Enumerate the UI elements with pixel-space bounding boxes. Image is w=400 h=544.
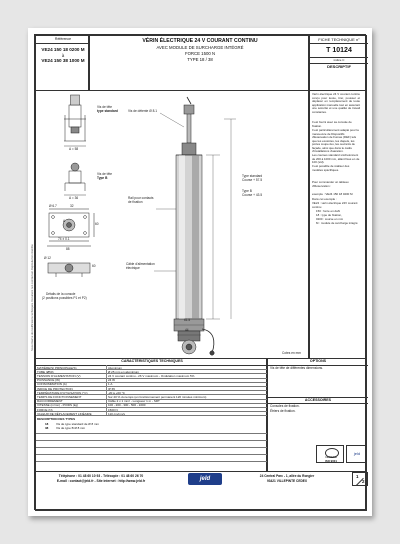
descriptif-code-m: M : module de surcharge intégré (316, 221, 358, 225)
dim-88: 88 (66, 247, 70, 251)
fiche-box (309, 35, 367, 91)
vis-type-b-label-2: Type B (97, 176, 108, 180)
vis-standard-label-1: Vis de tête (97, 105, 113, 109)
caracteristique-value: 1500 N (108, 407, 118, 412)
vis-type-b-label-1: Vis de tête (97, 172, 113, 176)
drawing-area (35, 91, 309, 359)
reference-label: Référence (54, 37, 72, 41)
certification-box (316, 445, 344, 463)
caracteristique-value: Aluminium (108, 365, 123, 370)
document-subtitle: AVEC MODULE DE SURCHARGE INTÉGRÉ (156, 45, 244, 50)
page-number-box (352, 472, 368, 486)
caracteristique-value: 24 W (108, 378, 116, 383)
vis-detente-label: Vis de détente Ø 8.1 (128, 109, 158, 113)
caracteristique-value: 1 A (108, 382, 113, 387)
console-detail-label-1: Détails de la console (46, 292, 76, 296)
side-text: Sous réserve de modifications techniques. Document non contractuel. Reproduction interdite. (31, 243, 34, 351)
cable-label-1: Câble d'alimentation (126, 262, 155, 266)
dim-phi-67: Ø 6.7 (49, 204, 57, 208)
accessoires-line-2: Étriers de fixation. (270, 408, 296, 413)
head-type-b-drawing (65, 163, 85, 191)
caracteristique-value: 24 V courant continu - 26 V maximum - Ondulation maximum 5% (108, 373, 195, 378)
type-line: TYPE 18 / 38 (187, 57, 213, 62)
caracteristique-key: TEMPÉRATURE D'UTILISATION (°C) (37, 390, 88, 395)
cert-iso: ISO 9001 (325, 458, 337, 463)
reference-box (35, 35, 89, 91)
footer-phone: Téléphone : 01 48 60 10 93 - Télécopie : 01 48 60 26 70 (58, 474, 144, 478)
type-code-2: 38 (45, 426, 49, 430)
cert-mark: jeld (353, 451, 361, 456)
dim-phi-12: Ø 12 (44, 256, 51, 260)
descriptif-para-6: Pour commander un tableau d'Réservation : (312, 180, 349, 188)
caracteristique-key: TEMPS DE FONCTIONNEMENT (37, 394, 82, 399)
caracteristique-key: FORCE (N) (37, 407, 53, 412)
page-number: 1 (356, 474, 359, 479)
course-standard-label-1: Type standard (242, 174, 263, 178)
caracteristique-value: 100 - 200 - 300 - 500 - 1000 (108, 403, 146, 408)
dim-a: A (63, 219, 66, 223)
type-desc-2: Vis de type B Ø 8 mm (56, 426, 86, 430)
footer-address-2: 93421 VILLEPINTE CEDEX (266, 479, 308, 483)
course-standard-label-2: Course + 57.5 (242, 178, 263, 182)
document-title: VÉRIN ÉLECTRIQUE 24 V COURANT CONTINU (142, 37, 258, 44)
caracteristique-value: Ø 25 mm en aluminium (108, 369, 140, 374)
rail-label-2: de fixation (128, 200, 143, 204)
accessoires-title: ACCESSOIRES (304, 397, 332, 402)
footer-logo (188, 473, 222, 485)
footer (35, 472, 367, 511)
type-desc-1: Vis de type standard de Ø 8 mm (56, 422, 99, 426)
footer-email: E-mail : contact@jeld.fr - Site internet : http://www.jeld.fr (56, 479, 146, 483)
head-standard-drawing (64, 95, 86, 141)
options-text: Vis de tête de différentes dimensions. (270, 366, 324, 370)
caracteristique-value: Sur 20 % du temps (en fonctionnement permanent 120 minutes minimum) (108, 394, 207, 399)
descriptif-code-0200: 0200 : course en mm (316, 217, 344, 221)
caracteristique-key: MATIÈRE(S) PRINCIPALE(S) (37, 365, 77, 370)
cert-mark-box (346, 445, 366, 463)
caracteristique-value: 110 cm/mn/s (108, 411, 125, 416)
document-frame (34, 34, 366, 510)
fiche-number: T 10124 (326, 47, 352, 54)
course-type-b-label-2: Course + 43.5 (242, 193, 263, 197)
descriptif-code-ve24: VE24 : vérin électrique 24V courant continu (312, 201, 358, 209)
options-box (267, 359, 367, 472)
force-line: FORCE 1500 N (184, 51, 216, 56)
caracteristique-key: TUBE (Ø50) (37, 369, 54, 374)
reference-first: VE24 150 18 0200 M (41, 47, 85, 52)
dim-32: 32 (70, 204, 74, 208)
dim-60b: 60 (92, 264, 96, 268)
dim-74: 74 ± 0.1 (58, 237, 70, 241)
cotes-label: Cotes en mm (282, 351, 301, 355)
caracteristique-value: Câble 2 x 1 mm² - Longueur 1 m - SRT (108, 399, 160, 404)
descriptif-para-3: Il est particulièrement adapté pour la manoeuvre de Dispositifs d'Evacuation de Fumée (DEF) tels que les exutoires, les clapets, les portes coupe-feu, les ouvrants de façade, ainsi que dans le cadre d'installations d'aération. (312, 128, 359, 153)
types-title: DESCRIPTION DES TYPES (37, 417, 76, 421)
descriptif-para-2: Il est fourni avec sa console de fixation. (312, 120, 352, 128)
reference-last: VE24 150 38 1000 M (41, 58, 85, 63)
caracteristique-value: IP 65 (108, 386, 115, 391)
descriptif-para-1: Vérin électrique 24 V courant continu conçu pour levée, tirer, pousser et déplacer en remplacement de toute application manuelle tout en assurant une sécurité et une qualité de travail constantes. (312, 92, 360, 114)
descriptif-label: DESCRIPTIF (327, 63, 351, 69)
caracteristique-key: VITESSE (m/mn) - POIDS (kg) (37, 403, 79, 408)
actuator-drawing (174, 97, 214, 355)
course-type-b-label-1: Type B (242, 189, 252, 193)
caracteristique-key: INDICE DE PROTECTION (37, 386, 73, 391)
descriptif-code-150: 150 : force en daN (316, 209, 340, 213)
console-detail-label-2: (2 positions possibles P1 et P2) (42, 296, 87, 300)
descriptif-example: exemple : VE24 150 18 0200 M (312, 192, 353, 196)
footer-logo-text: jeld (199, 476, 211, 482)
fiche-label: FICHE TECHNIQUE n° (318, 37, 360, 42)
reference-to: à (61, 53, 65, 58)
caracteristiques-title: CARACTÉRISTIQUES TECHNIQUES (121, 359, 183, 363)
title-box (89, 35, 309, 91)
caracteristique-key: RACCORDEMENT (37, 399, 63, 404)
caracteristique-key: TENSION D'ALIMENTATION (V) (37, 373, 81, 378)
caracteristique-key: VALEUR DE DÉPLACEMENT LINÉAIRE (37, 411, 92, 416)
type-code-1: 18 (45, 422, 49, 426)
descriptif-para-5: Il est possible de réaliser des modèles spécifiques. (312, 164, 350, 172)
dim-61-5: 61.5 (184, 318, 191, 322)
caracteristique-value: -20 à +60 °C (108, 390, 125, 395)
dim-60: 60 (95, 222, 99, 226)
caracteristique-key: PUISSANCE (W) (37, 378, 61, 383)
dim-a36: A = 36 (69, 196, 79, 200)
technical-drawing (36, 91, 310, 359)
console-side-view (48, 263, 90, 277)
cable-label-2: électrique (126, 266, 140, 270)
indice-label: indice C (333, 58, 345, 62)
document-sheet (28, 28, 372, 516)
dim-44: 44 (185, 328, 189, 332)
accessoires-line-1: Consoles de fixation. (270, 404, 300, 408)
options-title: OPTIONS (309, 359, 327, 363)
descriptif-example-intro: Dans cet exemple : (312, 197, 337, 201)
caracteristiques-box (35, 359, 267, 472)
console-top-view (47, 209, 94, 246)
descriptif-para-4: Les courses standard s'échelonnent de 200 à 1000 mm, allant fixes en de 100 (std). (312, 153, 360, 164)
vis-standard-label-2: type standard (97, 109, 118, 113)
rail-label-1: Rail pour contacts (128, 196, 154, 200)
descriptif-code-18: 18 : type de fixation, (316, 213, 342, 217)
footer-address-1: 24 Central Parc - 1, allée du Rongier (259, 474, 315, 478)
descriptif-column (309, 91, 367, 359)
caracteristique-key: CONSOMMATION (A) (37, 382, 67, 387)
page-total: 2 (362, 479, 365, 484)
dim-a58: A = 58 (69, 147, 79, 151)
cert-label: CERTIFIÉ (325, 455, 337, 459)
